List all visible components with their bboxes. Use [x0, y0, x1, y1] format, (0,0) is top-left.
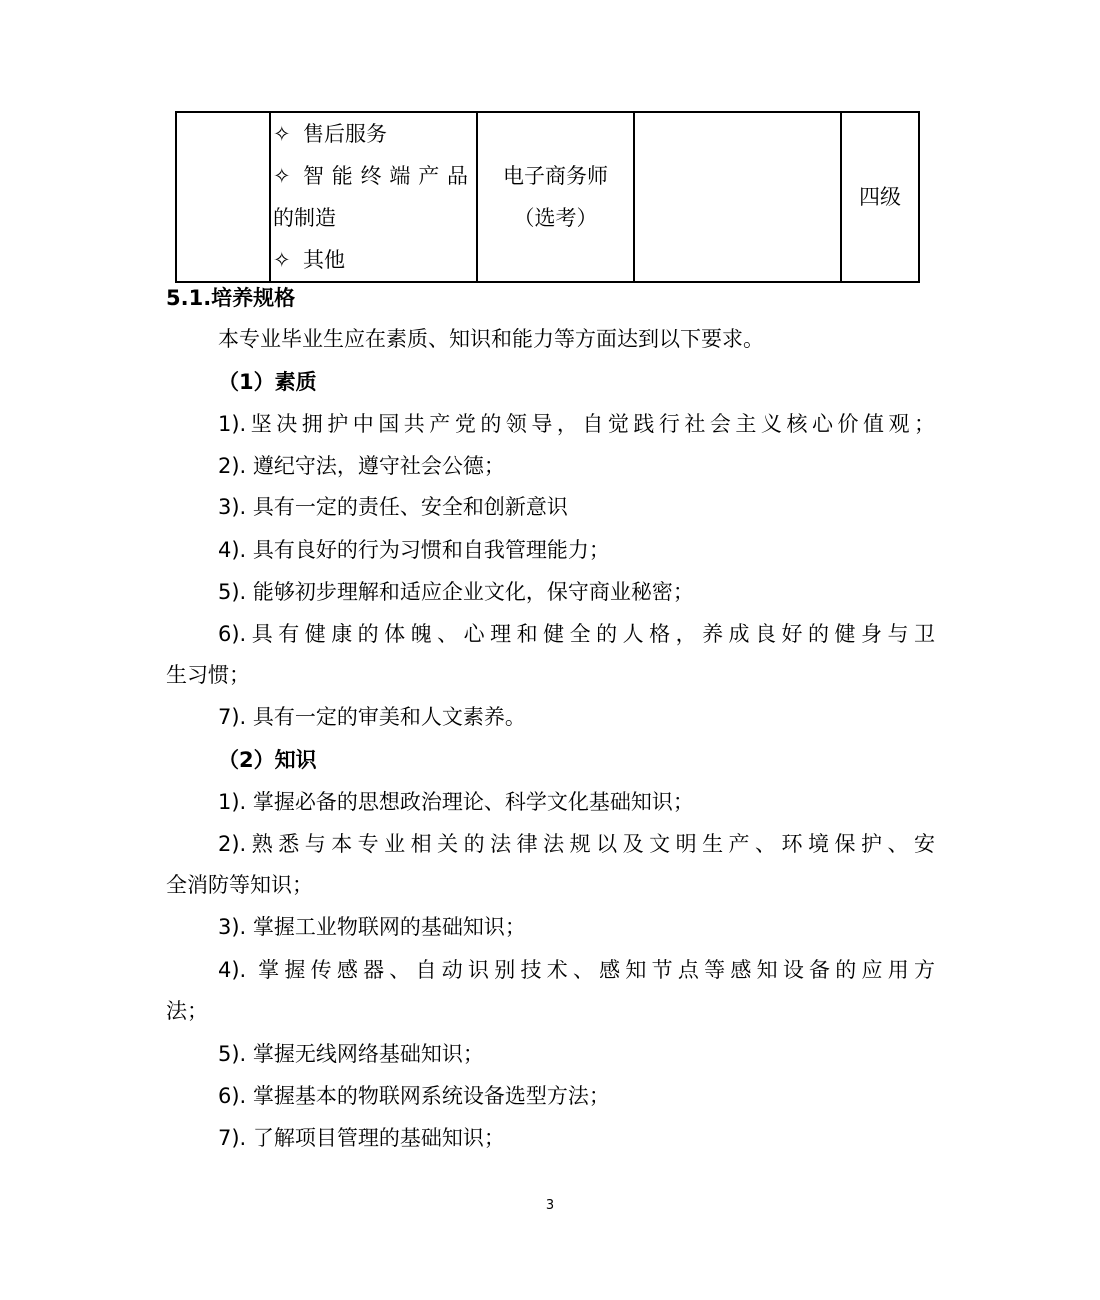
certificate-note: （选考） — [513, 206, 598, 230]
list-item: 1).坚决拥护中国共产党的领导，自觉践行社会主义核心价值观； — [218, 412, 935, 436]
knowledge-heading: （2）知识 — [218, 748, 317, 772]
table-cell-level — [841, 112, 919, 282]
list-item-continuation: 全消防等知识； — [166, 873, 313, 897]
occupation-table-fragment — [175, 111, 920, 283]
certificate-name: 电子商务师 — [503, 164, 608, 188]
quality-heading: （1）素质 — [218, 370, 317, 394]
list-item: 7). 具有一定的审美和人文素养。 — [218, 705, 526, 729]
list-item: 5). 能够初步理解和适应企业文化，保守商业秘密； — [218, 580, 694, 604]
table-cell-job-areas — [270, 112, 477, 282]
table-row — [176, 112, 919, 282]
certificate-level: 四级 — [859, 185, 901, 209]
list-item-continuation: 生习惯； — [166, 663, 250, 687]
diamond-bullet-icon: ✧ — [273, 122, 291, 146]
list-item: 7). 了解项目管理的基础知识； — [218, 1126, 505, 1150]
list-item: 6). 掌握基本的物联网系统设备选型方法； — [218, 1084, 610, 1108]
list-item-continuation: 法； — [166, 999, 208, 1023]
intro-paragraph: 本专业毕业生应在素质、知识和能力等方面达到以下要求。 — [218, 327, 764, 351]
list-item: 2).熟悉与本专业相关的法律法规以及文明生产、环境保护、安 — [218, 832, 935, 856]
list-item: ✧ 售后服务 — [271, 113, 476, 155]
diamond-bullet-icon: ✧ — [273, 248, 291, 272]
list-item: 3). 掌握工业物联网的基础知识； — [218, 915, 526, 939]
list-item: 4). 掌握传感器、自动识别技术、感知节点等感知设备的应用方 — [218, 958, 935, 982]
list-item: 3). 具有一定的责任、安全和创新意识 — [218, 495, 568, 519]
table-cell-certificate — [477, 112, 634, 282]
list-item-continuation: 的制造 — [273, 206, 336, 230]
list-item: 5). 掌握无线网络基础知识； — [218, 1042, 484, 1066]
list-item: 2). 遵纪守法，遵守社会公德； — [218, 454, 505, 478]
page-number: 3 — [545, 1198, 555, 1213]
list-item: 1). 掌握必备的思想政治理论、科学文化基础知识； — [218, 790, 694, 814]
list-item: ✧ 智能终端产品 — [271, 155, 476, 197]
table-cell-empty — [176, 112, 270, 282]
list-item: ✧ 其他 — [271, 239, 476, 281]
section-heading: 5.1.培养规格 — [166, 286, 296, 310]
diamond-bullet-icon: ✧ — [273, 164, 291, 188]
table-cell-empty — [634, 112, 841, 282]
list-item: 6).具有健康的体魄、心理和健全的人格，养成良好的健身与卫 — [218, 622, 935, 646]
list-item: 4). 具有良好的行为习惯和自我管理能力； — [218, 538, 610, 562]
